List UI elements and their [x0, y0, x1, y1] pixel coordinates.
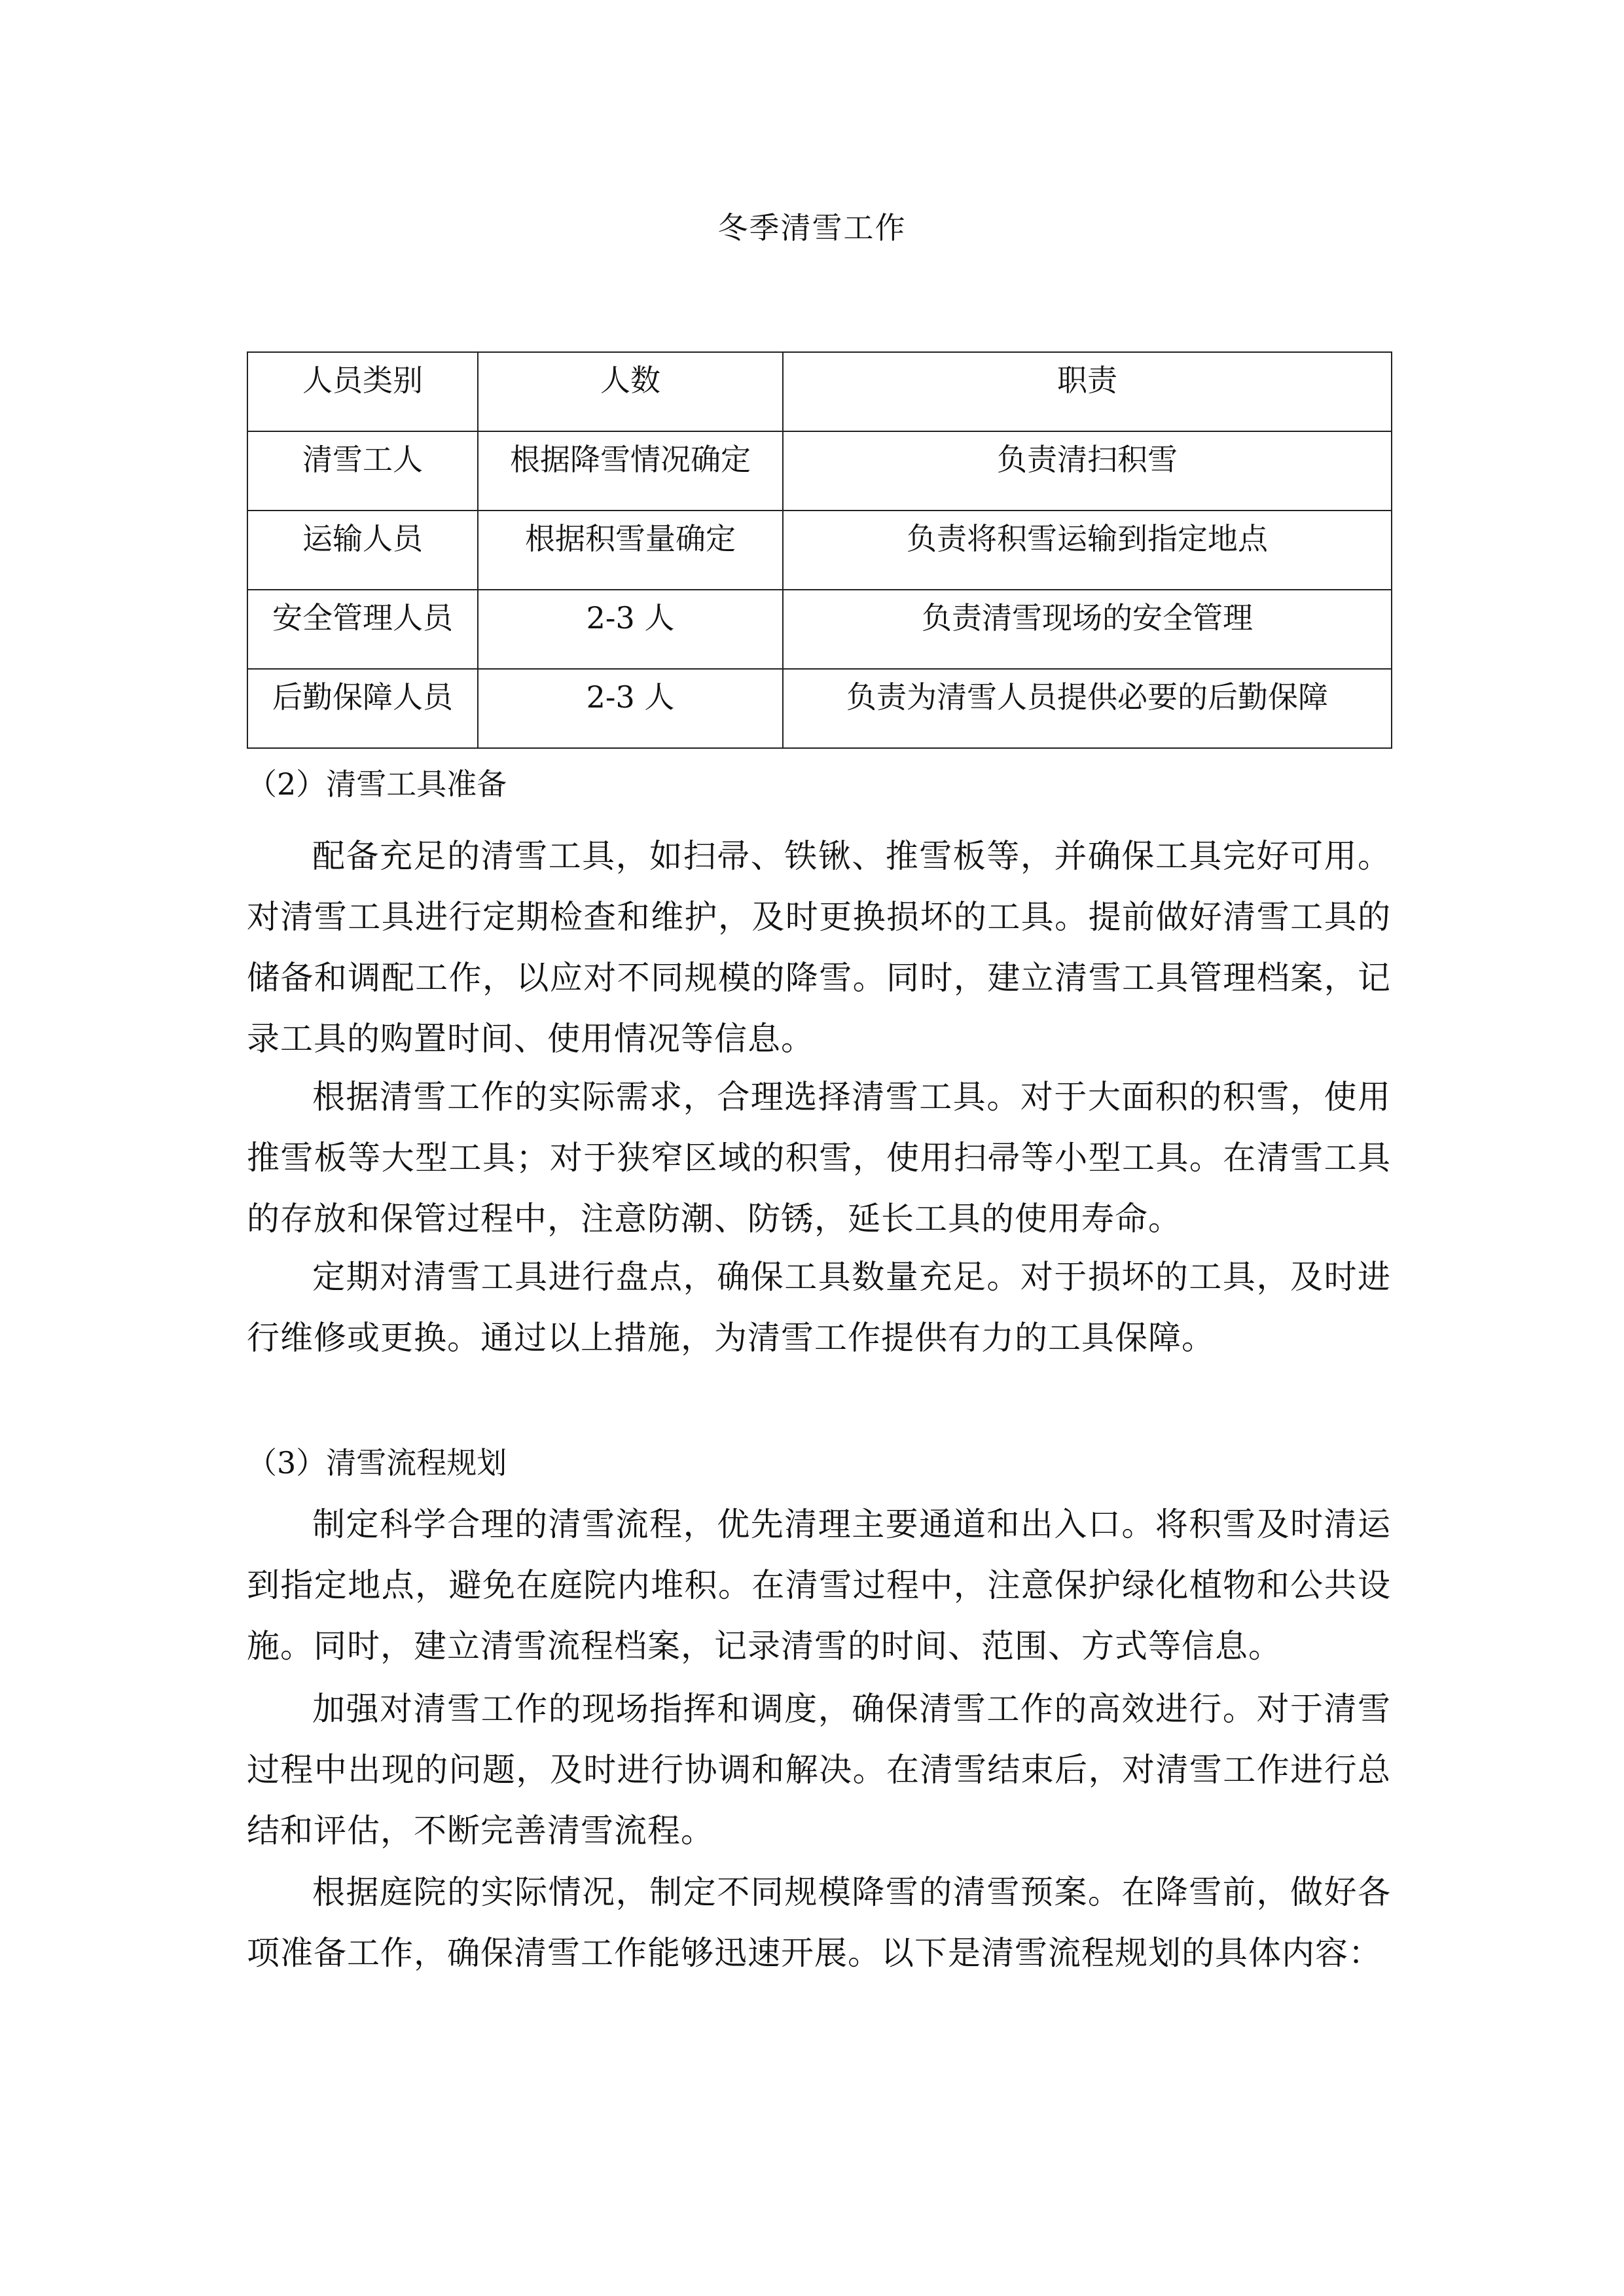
table-header-row [247, 352, 1392, 431]
paragraph: 根据庭院的实际情况，制定不同规模降雪的清雪预案。在降雪前，做好各项准备工作，确保清雪工作能够迅速开展。以下是清雪流程规划的具体内容： [247, 1873, 1391, 1972]
table-cell: 清雪工人 [247, 431, 478, 511]
staff-table [247, 351, 1392, 749]
table-cell: 2-3 人 [478, 669, 783, 748]
table-cell: 负责清雪现场的安全管理 [783, 590, 1392, 669]
paragraph: 定期对清雪工具进行盘点，确保工具数量充足。对于损坏的工具，及时进行维修或更换。通过以上措施，为清雪工作提供有力的工具保障。 [247, 1258, 1391, 1357]
paragraph: 根据清雪工作的实际需求，合理选择清雪工具。对于大面积的积雪，使用推雪板等大型工具；对于狭窄区域的积雪，使用扫帚等小型工具。在清雪工具的存放和保管过程中，注意防潮、防锈，延长工具的使用寿命。 [247, 1078, 1391, 1238]
table-cell: 2-3 人 [478, 590, 783, 669]
table-cell: 安全管理人员 [247, 590, 478, 669]
page-title: 冬季清雪工作 [717, 210, 907, 245]
paragraph: 配备充足的清雪工具，如扫帚、铁锹、推雪板等，并确保工具完好可用。对清雪工具进行定期检查和维护，及时更换损坏的工具。提前做好清雪工具的储备和调配工作，以应对不同规模的降雪。同时，建立清雪工具管理档案，记录工具的购置时间、使用情况等信息。 [247, 837, 1391, 1058]
table-cell: 根据积雪量确定 [478, 511, 783, 590]
header-cell-count: 人数 [478, 352, 783, 431]
table-cell: 负责为清雪人员提供必要的后勤保障 [783, 669, 1392, 748]
section-heading-process: （3）清雪流程规划 [247, 1445, 507, 1480]
section-heading-tools: （2）清雪工具准备 [247, 766, 507, 802]
table-row [247, 590, 1392, 669]
header-cell-category: 人员类别 [247, 352, 478, 431]
table-row [247, 431, 1392, 511]
table-cell: 根据降雪情况确定 [478, 431, 783, 511]
table-cell: 后勤保障人员 [247, 669, 478, 748]
paragraph: 制定科学合理的清雪流程，优先清理主要通道和出入口。将积雪及时清运到指定地点，避免在庭院内堆积。在清雪过程中，注意保护绿化植物和公共设施。同时，建立清雪流程档案，记录清雪的时间、范围、方式等信息。 [247, 1505, 1391, 1665]
table-cell: 运输人员 [247, 511, 478, 590]
table-row [247, 511, 1392, 590]
table-cell: 负责清扫积雪 [783, 431, 1392, 511]
header-cell-duty: 职责 [783, 352, 1392, 431]
table-row [247, 669, 1392, 748]
paragraph: 加强对清雪工作的现场指挥和调度，确保清雪工作的高效进行。对于清雪过程中出现的问题，及时进行协调和解决。在清雪结束后，对清雪工作进行总结和评估，不断完善清雪流程。 [247, 1690, 1391, 1850]
table-cell: 负责将积雪运输到指定地点 [783, 511, 1392, 590]
